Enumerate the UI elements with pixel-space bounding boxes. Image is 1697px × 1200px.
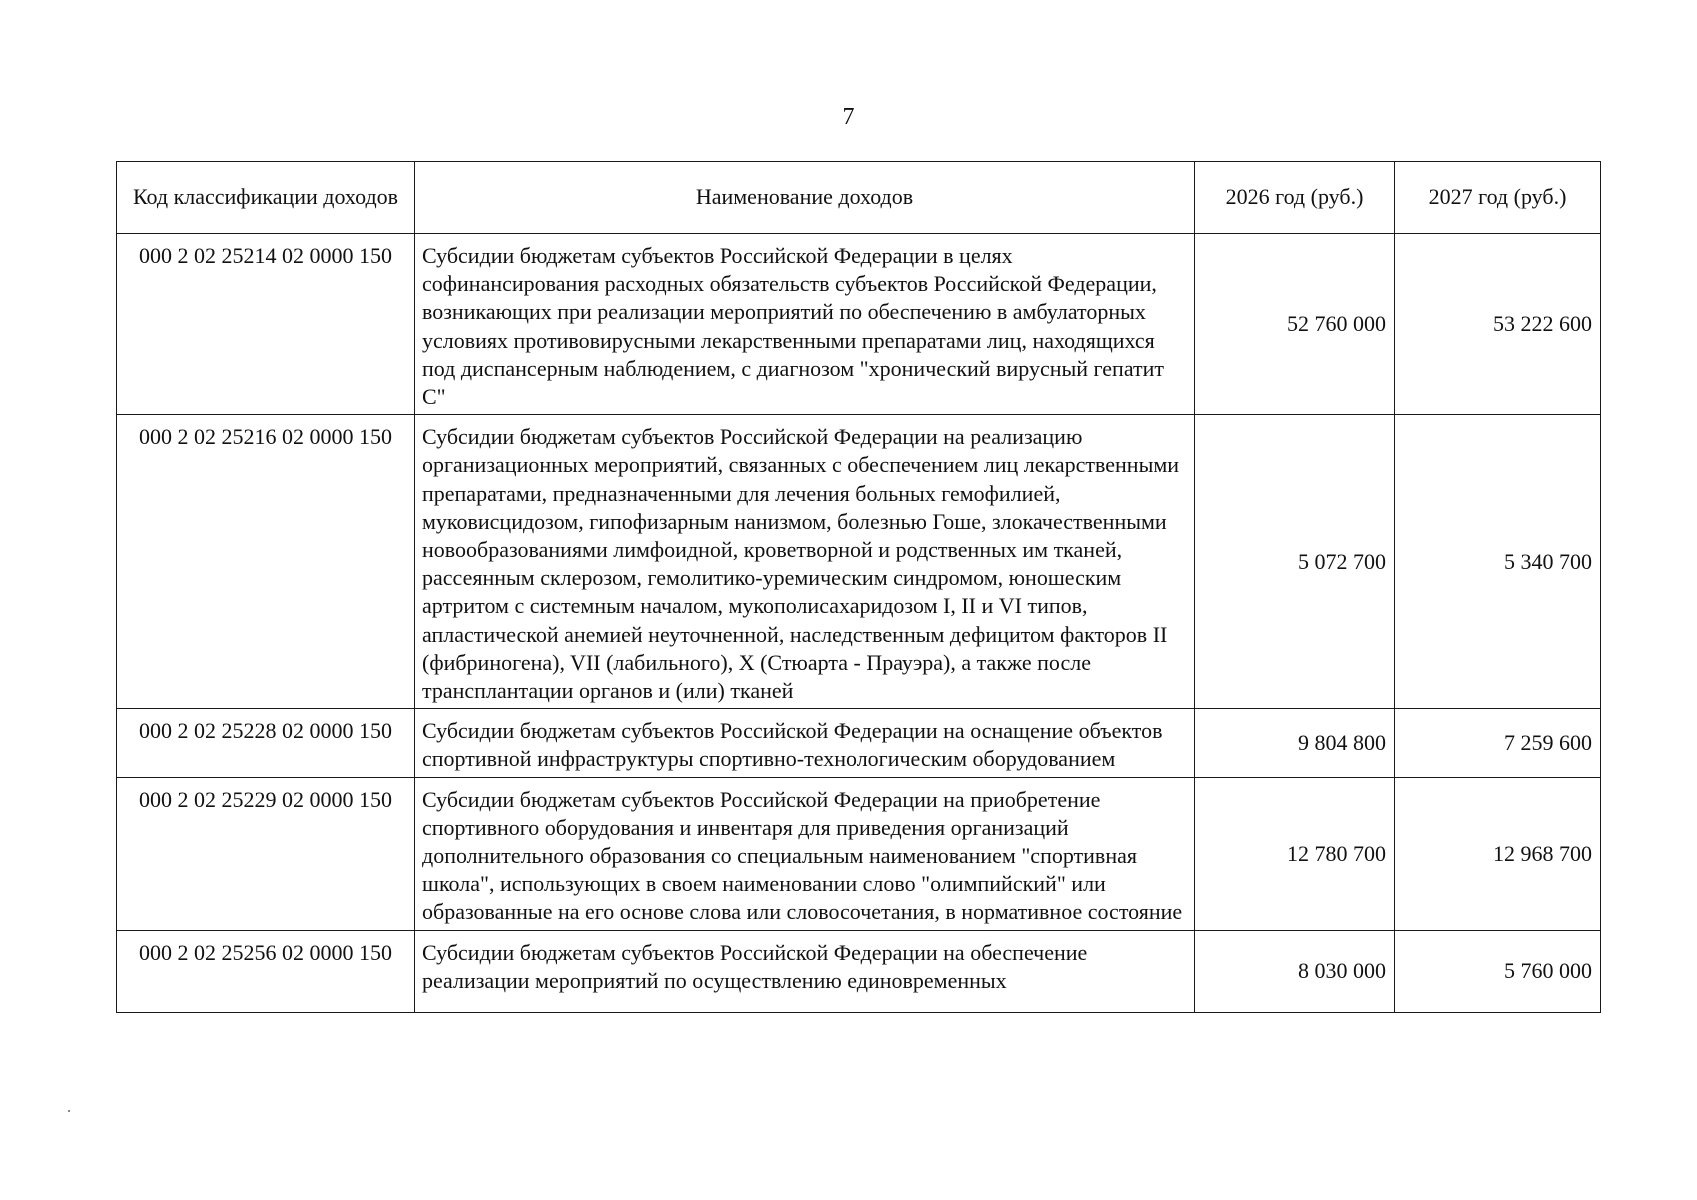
page-number: 7 [842,104,855,130]
row-name: Субсидии бюджетам субъектов Российской Федерации на обеспечение реализации мероприятий по осуществлению единовременных [415,930,1195,1012]
header-code: Код классификации доходов [117,162,415,234]
row-code: 000 2 02 25228 02 0000 150 [117,709,415,777]
row-code: 000 2 02 25229 02 0000 150 [117,777,415,930]
row-code: 000 2 02 25256 02 0000 150 [117,930,415,1012]
row-amount-2027: 7 259 600 [1395,709,1601,777]
header-year-2026: 2026 год (руб.) [1195,162,1395,234]
row-amount-2026: 8 030 000 [1195,930,1395,1012]
header-name: Наименование доходов [415,162,1195,234]
row-name: Субсидии бюджетам субъектов Российской Федерации в целях софинансирования расходных обязательств субъектов Российской Федерации, возникающих при реализации мероприятий по обеспечению в амбулаторных условиях противовирусными лекарственными препаратами лиц, находящихся под диспансерным наблюдением, с диагнозом "хронический вирусный гепатит С" [415,234,1195,415]
row-amount-2027: 5 340 700 [1395,415,1601,709]
row-amount-2027: 5 760 000 [1395,930,1601,1012]
scan-speck [68,1110,70,1112]
row-name: Субсидии бюджетам субъектов Российской Федерации на оснащение объектов спортивной инфраструктуры спортивно-технологическим оборудованием [415,709,1195,777]
row-name: Субсидии бюджетам субъектов Российской Федерации на приобретение спортивного оборудования и инвентаря для приведения организаций дополнительного образования со специальным наименованием "спортивная школа", использующих в своем наименовании слово "олимпийский" или образованные на его основе слова или словосочетания, в нормативное состояние [415,777,1195,930]
row-amount-2027: 53 222 600 [1395,234,1601,415]
row-amount-2026: 52 760 000 [1195,234,1395,415]
income-table [116,161,1601,1013]
table-row [117,777,1601,930]
row-name: Субсидии бюджетам субъектов Российской Федерации на реализацию организационных мероприятий, связанных с обеспечением лиц лекарственными препаратами, предназначенными для лечения больных гемофилией, муковисцидозом, гипофизарным нанизмом, болезнью Гоше, злокачественными новообразованиями лимфоидной, кроветворной и родственных им тканей, рассеянным склерозом, гемолитико-уремическим синдромом, юношеским артритом с системным началом, мукополисахаридозом I, II и VI типов, апластической анемией неуточненной, наследственным дефицитом факторов II (фибриногена), VII (лабильного), X (Стюарта - Прауэра), а также после трансплантации органов и (или) тканей [415,415,1195,709]
row-code: 000 2 02 25214 02 0000 150 [117,234,415,415]
table-row [117,930,1601,1012]
header-year-2027: 2027 год (руб.) [1395,162,1601,234]
table-row [117,415,1601,709]
table-row [117,709,1601,777]
row-amount-2026: 9 804 800 [1195,709,1395,777]
row-amount-2026: 12 780 700 [1195,777,1395,930]
row-amount-2027: 12 968 700 [1395,777,1601,930]
row-code: 000 2 02 25216 02 0000 150 [117,415,415,709]
table-row [117,234,1601,415]
row-amount-2026: 5 072 700 [1195,415,1395,709]
table-header-row [117,162,1601,234]
